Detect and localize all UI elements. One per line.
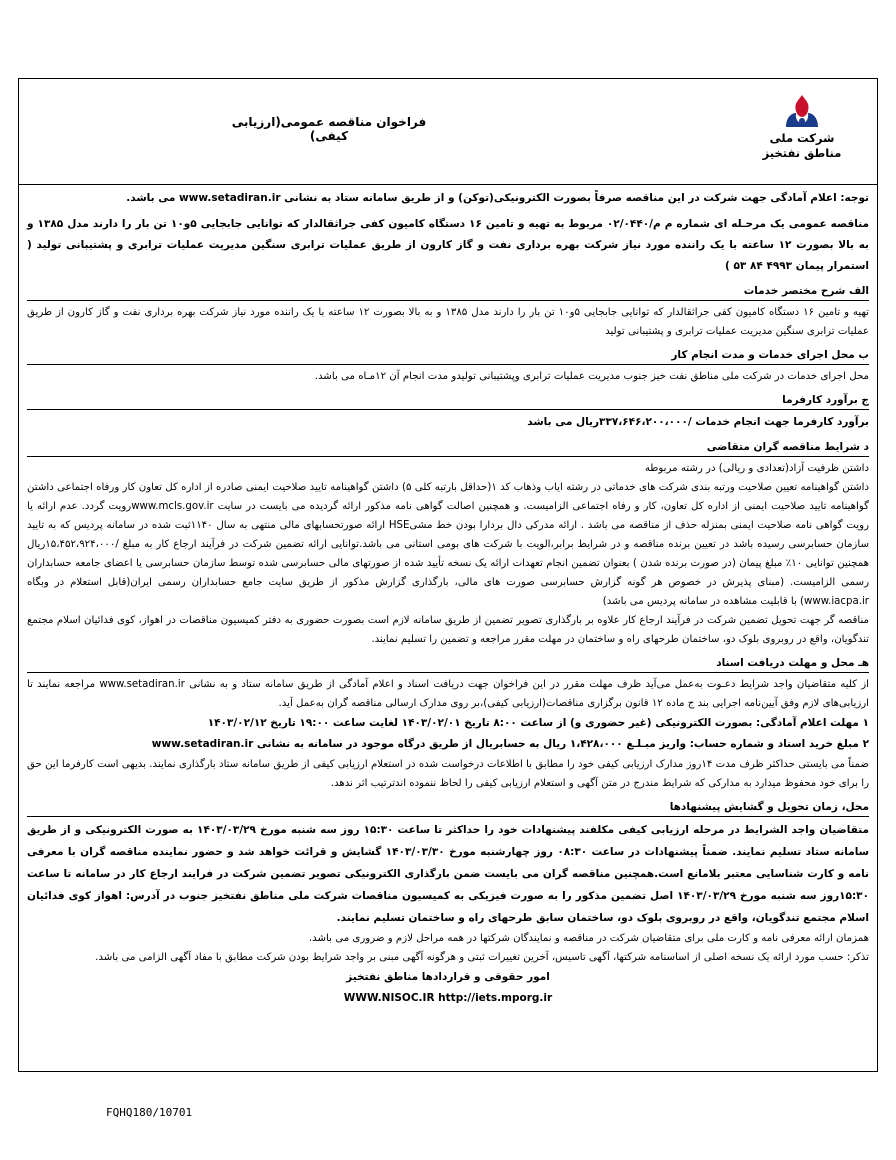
section-e-item2: ۲ مبلغ خرید اسناد و شماره حساب: واریز مبـلـغ ۱،۴۲۸،۰۰۰ ریال به حسابریال از طریق درگاه موجود در سامانه به نشانی www.setadiran.ir	[151, 738, 869, 750]
website-line: WWW.NISOC.IR http://iets.mporg.ir	[343, 992, 553, 1004]
section-a-text: تهیه و تامین ۱۶ دستگاه کامیون کفی جراثقالدار که توانایی جابجایی ۵و۱۰ تن بار را دارند مدل ۱۳۸۵ و به بالا بصورت ۱۲ ساعته با یک راننده مورد نیاز شرکت بهره برداری نفت و گاز کارون از طریق عملیات ترابری سنگین مدیریت عملیات ترابری و پشتیبانی تولید	[27, 307, 869, 337]
document-code: FQHQ180/10701	[106, 1106, 193, 1119]
section-e-heading: هـ محل و مهلت دریافت اسناد	[27, 651, 869, 673]
section-a-heading: الف شرح مختصر خدمات	[27, 279, 869, 301]
document-header	[19, 79, 877, 185]
signature-line: امور حقوقی و قراردادها مناطق نفتخیز	[346, 971, 550, 983]
section-e-item1: ۱ مهلت اعلام آمادگی: بصورت الکترونیکی (غیر حضوری و) از ساعت ۸:۰۰ تاریخ ۱۴۰۳/۰۲/۰۱ لغایت ساعت ۱۹:۰۰ تاریخ ۱۴۰۳/۰۲/۱۲	[207, 717, 869, 729]
intro-text: مناقصه عمومی یک مرحـله ای شماره م م/۰۲/۰۴۴۰ مربوط به تهیه و تامین ۱۶ دستگاه کامیون کفی جراثقالدار که توانایی جابجایی ۵و۱۰ تن بار را دارند مدل ۱۳۸۵ و به بالا بصورت ۱۲ ساعته با یک راننده مورد نیاز شرکت بهره برداری نفت و گاز کارون از طریق عملیات ترابری سنگین مدیریت عملیات ترابری و پشتیبانی تولید ( استمرار پیمان ۴۹۹۳ ۸۴ ۵۳ )	[27, 218, 870, 272]
section-d-heading: د شرایط مناقصه گران متقاضی	[27, 435, 869, 457]
section-c-text: برآورد کارفرما جهت انجام خدمات /۳۳۷،۶۴۶،۲۰۰،۰۰۰ریال می باشد	[527, 416, 869, 428]
company-name-line1: شرکت ملی	[769, 131, 835, 145]
document-frame	[18, 78, 878, 1072]
section-e-p1: از کلیه متقاضیان واجد شرایط دعـوت به‌عمل می‌آید ظرف مهلت مقرر در این فراخوان جهت دریافت اسناد و اعلام آمادگی از طریق سامانه ستاد و به نشانی www.setadiran.ir مراجعه نمایند تا ارزیابی‌های لازم وفق آیین‌نامه اجرایی بند ج ماده ۱۲ قانون برگزاری مناقصات(ارزیابی کیفی)،بر روی مدارک ارسالی مناقصه گران به‌عمل آید.	[27, 679, 870, 709]
document-body	[19, 185, 877, 1009]
section-d-p3: مناقصه گر جهت تحویل تضمین شرکت در فرآیند ارجاع کار علاوه بر بارگذاری تصویر تضمین از طریق سامانه لازم است بصورت حضوری به دفتر کمیسیون مناقصات در اهواز، کوی فدائیان اسلام مجتمع تندگویان، واقع در روبروی بلوک دو، ساختمان طرحهای راه و ساختمان در مهلت مقرر مراجعه و تضمین را تسلیم نمایند.	[27, 615, 869, 645]
section-d-p1: داشتن ظرفیت آزاد(تعدادی و ریالی) در رشته مربوطه	[644, 463, 869, 474]
company-name-line2: مناطق نفتخیز	[762, 146, 842, 160]
section-f-text: متقاضیان واجد الشرایط در مرحله ارزیابی کیفی مکلفند پیشنهادات خود را حداکثر تا ساعت ۱۵:۳۰ روز سه شنبه مورخ ۱۴۰۳/۰۳/۲۹ به صورت الکترونیکی و از طریق سامانه ستاد تسلیم نمایند. ضمناً پیشنهادات در ساعت ۰۸:۳۰ روز چهارشنبه مورخ ۱۴۰۳/۰۳/۳۰ گشایش و قرائت خواهد شد و حضور نماینده مناقصه گران با معرفی نامه و کارت شناسایی معتبر بلامانع است.همچنین مناقصه گران می بایست ضمن بارگذاری الکترونیکی تصویر تضمین شرکت در فرایند ارجاع کار در سامانه تا ساعت ۱۵:۳۰روز سه شنبه مورخ ۱۴۰۳/۰۳/۲۹ اصل تضمین مذکور را به صورت فیزیکی به کمیسیون مناقصات شرکت ملی مناطق نفتخیز جنوب در آدرس: اهواز کوی فدائیان اسلام مجتمع تندگویان، واقع در روبروی بلوک دو، ساختمان سابق طرحهای راه و ساختمان تسلیم نمایند.	[27, 824, 870, 924]
note-1: همزمان ارائه معرفی نامه و کارت ملی برای متقاضیان شرکت در مناقصه و نمایندگان شرکتها در همه مراحل لازم و ضروری می باشد.	[308, 933, 869, 944]
note-2: تذکر: حسب مورد ارائه یک نسخه اصلی از اساسنامه شرکتها، آگهی تاسیس، آخرین تغییرات ثبتی و هرگونه آگهی مبنی بر واجد شرایط بودن شرکت مطابق با مفاد آگهی الزامی می باشد.	[95, 952, 869, 963]
notice-text: توجه: اعلام آمادگی جهت شرکت در این مناقصه صرفاً بصورت الکترونیکی(توکن) و از طریق سامانه ستاد به نشانی www.setadiran.ir می باشد.	[126, 192, 869, 204]
section-c-heading: ج برآورد کارفرما	[27, 388, 869, 410]
section-f-heading: محل، زمان تحویل و گشایش پیشنهادها	[27, 795, 869, 817]
section-b-heading: ب محل اجرای خدمات و مدت انجام کار	[27, 343, 869, 365]
section-b-text: محل اجرای خدمات در شرکت ملی مناطق نفت خیز جنوب مدیریت عملیات ترابری وپشتیبانی تولیدو مدت انجام آن ۱۲مـاه می باشد.	[314, 371, 869, 382]
page-title: فراخوان مناقصه عمومی(ارزیابی کیفی)	[231, 115, 427, 143]
section-d-p2: داشتن گواهینامه تعیین صلاحیت ورتبه بندی شرکت های خدماتی در رشته ایاب وذهاب کد ۱(حداقل بارتبه کلی ۵) داشتن گواهینامه تایید صلاحیت ایمنی صادره از اداره کل تعاون کار ورفاه اجتماعی داشتن گواهینامه تایید صلاحیت ایمنی از اداره کل تعاون، کار و رفاه اجتماعی الزامیست. و همچنین اصالت گواهی نامه مذکور ارائه گردیده می بایست در سایت www.mcls.gov.irرویت گردد. عدم ارائه یا رویت گواهی نامه صلاحیت ایمنی بمنزله حذف از مناقصه می باشد . ارائه مدرکی دال بردارا بودن خط مشیHSE ارائه صورتحسابهای مالی منتهی به سال ۱۱۴۰ثبت شده در سامانه پردیس که به تایید سازمان حسابرسی رسیده باشد در تعیین برنده مناقصه و در شرایط برابر،الویت با شرکت های بومی استانی می باشد.توانایی ارائه تضمین شرکت در فرآیند ارجاع کار به مبلغ /۱۵،۴۵۲،۹۲۴،۰۰۰ریال همچنین توانایی ۱۰٪ مبلغ پیمان (در صورت برنده شدن ) بعنوان تضمین انجام تعهدات ارائه یک نسخه تأیید شده از صورتهای مالی حسابرسی شده توسط سازمان حسابرسی یا اعضای جامعه حسابداران رسمی الزامیست. (مبنای پذیرش در خصوص هر گونه گزارش حسابرسی صورت های مالی، بارگذاری گزارش مذکور از طریق سایت جامع حسابداران رسمی ایران(قابل استعلام در وبگاه www.iacpa.ir) با قابلیت مشاهده در سامانه پردیس می باشد)	[27, 482, 869, 607]
nioc-flame-icon	[780, 91, 824, 131]
company-logo-block	[747, 91, 857, 161]
section-e-p2: ضمناً می بایستی حداکثر ظرف مدت ۱۴روز مدارک ارزیابی کیفی خود را مطابق با اطلاعات درخواست شده در استعلام ارزیابی کیفی از طریق سامانه ستاد بارگذاری نمایند. بدیهی است کارفرما این حق را برای خود محفوظ میدارد به مدارکی که شرایط مندرج در متن آگهی و استعلام ارزیابی کیفی را لحاظ ننموده اندترتیب اثر ندهد.	[27, 759, 869, 789]
